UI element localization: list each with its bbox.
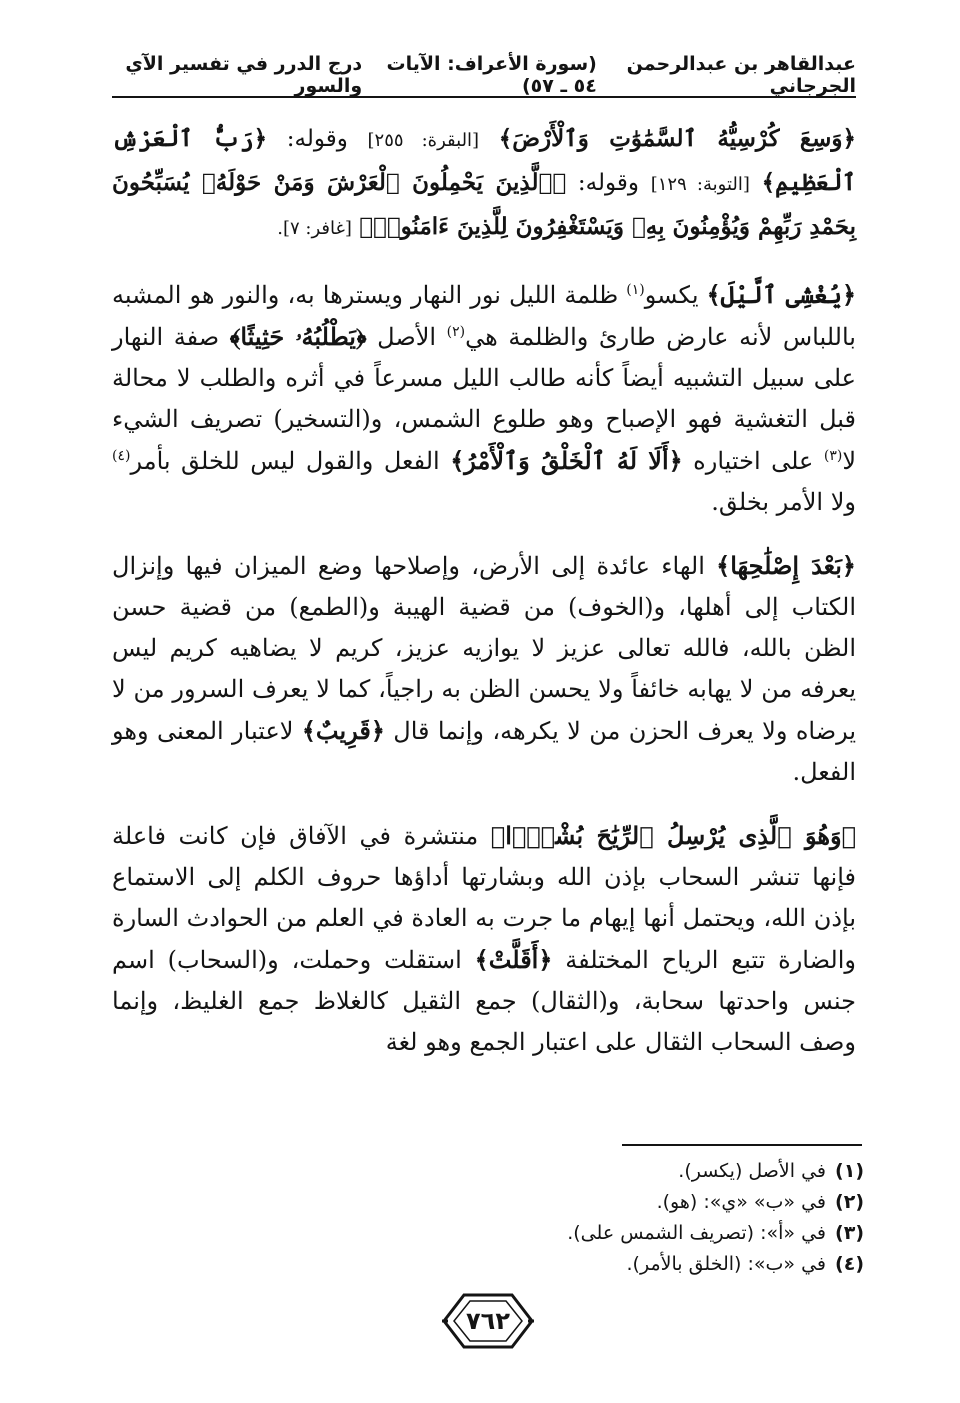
footnote xyxy=(244,1218,864,1249)
text-run: ولا الأمر بخلق. xyxy=(711,488,856,516)
footnote-ref[interactable]: (٣) xyxy=(823,448,843,464)
footnote-ref[interactable]: (١) xyxy=(626,282,645,298)
quran-verse: ﴿بَعْدَ إِصْلَٰحِهَا﴾ xyxy=(716,551,856,580)
footnote xyxy=(244,1187,864,1218)
text-run: الفعل والقول ليس للخلق بأمر xyxy=(130,447,451,475)
quran-verse: ﴿وَهُوَ ٱلَّذِى يُرْسِلُ ٱلرِّيَٰحَ بُشْرًۢا﴾ xyxy=(490,821,856,850)
text-run: يكسو xyxy=(644,281,707,309)
footnote xyxy=(244,1249,864,1280)
running-header xyxy=(112,53,856,97)
text-run: لاعتبار المعنى وهو الفعل. xyxy=(112,717,856,786)
verse-citation: [البقرة: ٢٥٥] xyxy=(367,130,480,151)
header-section: (سورة الأعراف: الآيات ٥٤ ـ ٥٧) xyxy=(386,53,597,97)
text-run: استقلت وحملت، و(السحاب) اسم جنس واحدتها سحابة، و(الثقال) جمع الثقيل كالغلاظ جمع الغليظ، وإنما وصف السحاب الثقال على اعتبار الجمع وهو لغة xyxy=(112,946,856,1056)
footnote-number: (٢) xyxy=(835,1191,864,1213)
quran-verse: ﴿أَلَا لَهُ ٱلْخَلْقُ وَٱلْأَمْرُ﴾ xyxy=(450,446,683,475)
footnote-text: في «ب» «ي»: (هو). xyxy=(656,1191,826,1213)
footnote-ref[interactable]: (٤) xyxy=(112,448,131,464)
text-run: الأصل xyxy=(366,323,447,351)
quran-verse: ﴿قَرِيبٌ﴾ xyxy=(301,716,385,745)
quran-verse: ﴿ٱلَّذِينَ يَحْمِلُونَ ٱلْعَرْشَ وَمَنْ حَوْلَهُۥ يُسَبِّحُونَ بِحَمْدِ رَبِّهِمْ وَيُؤْمِنُونَ بِهِۦ وَيَسْتَغْفِرُونَ لِلَّذِينَ ءَامَنُوا۟﴾ xyxy=(112,169,856,240)
quran-verse: ﴿يُغْشِى ٱلَّيْلَ﴾ xyxy=(706,280,857,309)
footnote-ref[interactable]: (٢) xyxy=(446,324,466,340)
text-run: ظلمة الليل نور النهار ويسترها به، والنور هو المشبه باللباس لأنه عارض طارئ والظلمة هي xyxy=(112,281,856,351)
header-book-title: درج الدرر في تفسير الآي والسور xyxy=(125,53,363,97)
text-run: صفة النهار على سبيل التشبيه أيضاً كأنه طالب الليل مسرعاً في أثره والطلب لا محالة قبل التغشية فهو الإصباح وهو طلوع الشمس، و(التسخير) تصريف الشيء لا xyxy=(112,323,856,475)
quran-verse: ﴿يَطْلُبُهُۥ حَثِيثًا﴾ xyxy=(229,322,367,351)
text-run: منتشرة في الآفاق فإن كانت فاعلة فإنها تنشر السحاب بإذن الله وبشارتها أداؤها حروف الكلم إلى الاستماع بإذن الله، ويحتمل أنها إيهام ما جرت به العادة في العلم من الحوادث السارة والضارة تتبع الرياح المختلفة xyxy=(112,822,856,974)
paragraph-islah xyxy=(112,545,856,793)
footnote-number: (٤) xyxy=(835,1253,864,1275)
footnote-number: (٣) xyxy=(835,1222,864,1244)
verse-citation: [غافر: ٧]. xyxy=(277,218,352,239)
text-run: الهاء عائدة إلى الأرض، وإصلاحها وضع الميزان فيها وإنزال الكتاب إلى أهلها، و(الخوف) من قضية الهيبة و(الطمع) من قضية حسن الظن بالله، فالله تعالى عزيز لا يوازيه عزيز، كريم لا يضاهيه كريم ليس يعرفه من لا يهابه خائفاً ولا يحسن الظن به راجياً، كما لا يعرف السرور من لا يرضاه ولا يعرف الحزن من لا يكرهه، وإنما قال xyxy=(112,552,857,745)
page-number: ٧٦٢ xyxy=(466,1307,510,1335)
footnotes xyxy=(244,1156,864,1280)
paragraph-night-day xyxy=(112,274,856,523)
footnote-text: في الأصل (يكسر). xyxy=(678,1160,826,1182)
header-rule xyxy=(112,96,856,98)
quran-verse: ﴿رَبُّ ٱلْعَرْشِ ٱلْعَظِيمِ﴾ xyxy=(112,125,857,196)
footnote xyxy=(244,1156,864,1187)
text-run: وقوله: xyxy=(267,126,368,152)
footnote-text: في «ب»: (الخلق بالأمر). xyxy=(626,1253,826,1275)
footnote-text: في «أ»: (تصريف الشمس على). xyxy=(567,1222,826,1244)
page-number-ornament xyxy=(440,1291,536,1351)
text-run: على اختياره xyxy=(682,447,824,475)
text-run: وقوله: xyxy=(566,170,651,196)
quran-verse: ﴿أَقَلَّتْ﴾ xyxy=(474,945,553,974)
quran-verse: ﴿وَسِعَ كُرْسِيُّهُ ٱلسَّمَٰوَٰتِ وَٱلْأَرْضَ﴾ xyxy=(498,125,856,152)
footnote-number: (١) xyxy=(835,1160,864,1182)
paragraph-verses xyxy=(112,118,856,250)
main-text xyxy=(112,118,856,1063)
header-author: عبدالقاهر بن عبدالرحمن الجرجاني xyxy=(626,53,856,97)
verse-citation: [التوبة: ١٢٩] xyxy=(650,174,750,195)
paragraph-winds xyxy=(112,815,856,1063)
footnote-separator xyxy=(622,1144,862,1146)
